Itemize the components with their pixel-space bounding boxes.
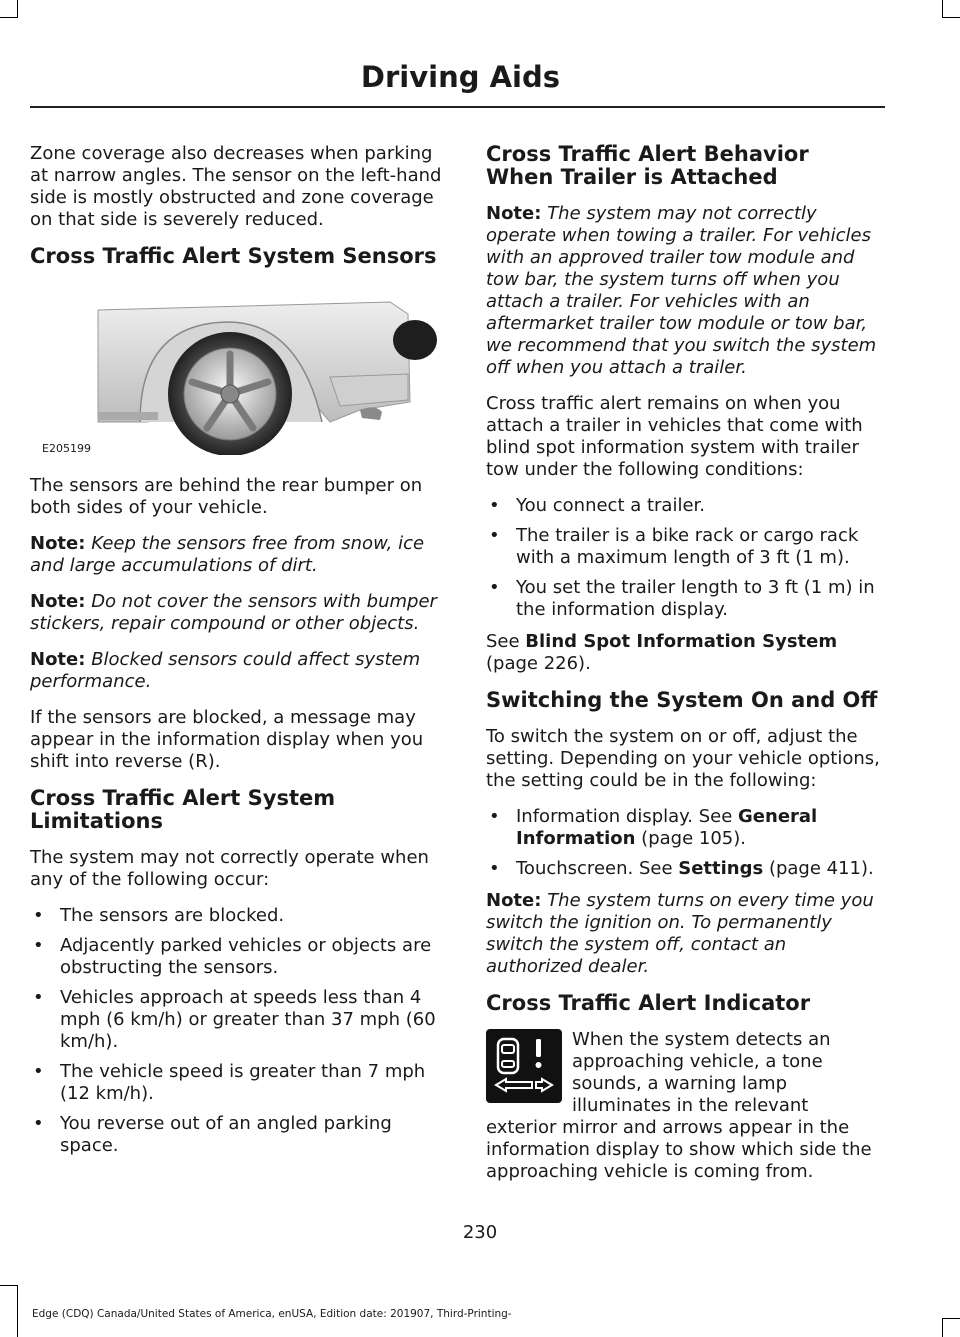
list-item: • The trailer is a bike rack or cargo rack with a maximum length of 3 ft (1 m). [486, 525, 882, 569]
crop-mark [0, 17, 18, 18]
cross-traffic-alert-icon [486, 1029, 562, 1103]
indicator-section [486, 1029, 882, 1197]
note-text: Do not cover the sensors with bumper stickers, repair compound or other objects. [30, 591, 437, 634]
cross-reference-link[interactable]: General Information [516, 806, 818, 849]
switch-locations-list [486, 806, 882, 880]
note-label: Note: [30, 591, 86, 612]
list-item: • Adjacently parked vehicles or objects are obstructing the sensors. [30, 935, 445, 979]
note-label: Note: [30, 649, 86, 670]
list-item: • The sensors are blocked. [30, 905, 445, 927]
note-text: The system may not correctly operate when towing a trailer. For vehicles with an approved trailer tow module and tow bar, the system turns off when you attach a trailer. For vehicles with an aftermarket trailer tow module or tow bar, we recommend that you switch the system off when you attach a trailer. [486, 203, 877, 378]
page-number: 230 [462, 1222, 498, 1243]
note [30, 591, 445, 635]
section-title: Driving Aids [360, 60, 560, 94]
crop-mark [942, 1318, 943, 1337]
left-column [30, 143, 445, 1167]
header-rule [30, 106, 885, 108]
paragraph: If the sensors are blocked, a message may appear in the information display when you shift into reverse (R). [30, 707, 424, 772]
cross-reference-link[interactable]: Settings [678, 858, 764, 879]
note [486, 890, 882, 978]
crop-mark [942, 1318, 960, 1319]
paragraph: Zone coverage also decreases when parking at narrow angles. The sensor on the left-hand side is mostly obstructed and zone coverage on that side is severely reduced. [30, 143, 442, 230]
crop-mark [942, 17, 960, 18]
list-item: • You reverse out of an angled parking space. [30, 1113, 445, 1157]
paragraph: The system may not correctly operate when any of the following occur: [30, 847, 429, 890]
crop-mark [17, 1285, 18, 1337]
paragraph: To switch the system on or off, adjust the setting. Depending on your vehicle options, the setting could be in the following: [486, 726, 880, 791]
note-label: Note: [30, 533, 86, 554]
rear-wheel-figure [30, 282, 445, 455]
list-item: • Information display. See General Information (page 105). [486, 806, 882, 850]
paragraph: Cross traffic alert remains on when you attach a trailer in vehicles that come with blind spot information system with trailer tow under the following conditions: [486, 393, 863, 480]
list-item: • Touchscreen. See Settings (page 411). [486, 858, 882, 880]
heading-switch: Switching the System On and Off [486, 688, 878, 712]
note-label: Note: [486, 890, 542, 911]
heading-sensors: Cross Traffic Alert System Sensors [30, 244, 437, 268]
heading-limitations: Cross Traffic Alert System Limitations [30, 786, 336, 833]
limitations-list [30, 905, 445, 1157]
note-label: Note: [486, 203, 542, 224]
list-item: • You connect a trailer. [486, 495, 882, 517]
list-item: • The vehicle speed is greater than 7 mph (12 km/h). [30, 1061, 445, 1105]
edition-footer: Edge (CDQ) Canada/United States of America, enUSA, Edition date: 201907, Third-Printing- [32, 1308, 512, 1320]
note [30, 649, 445, 693]
note [30, 533, 445, 577]
paragraph: The sensors are behind the rear bumper on both sides of your vehicle. [30, 475, 423, 518]
rear-bumper-illustration [30, 282, 445, 455]
note [486, 203, 882, 379]
crop-mark [942, 0, 943, 18]
note-text: Blocked sensors could affect system performance. [30, 649, 421, 692]
paragraph: When the system detects an approaching vehicle, a tone sounds, a warning lamp illuminates in the relevant exterior mirror and arrows appear in the information display to show which side the approaching vehicle is coming from. [486, 1029, 872, 1182]
heading-indicator: Cross Traffic Alert Indicator [486, 991, 811, 1015]
right-column [486, 143, 882, 1197]
trailer-conditions-list [486, 495, 882, 621]
figure-caption: E205199 [42, 442, 91, 455]
crop-mark [17, 0, 18, 18]
heading-trailer: Cross Traffic Alert Behavior When Trailer is Attached [486, 142, 809, 189]
list-item: • Vehicles approach at speeds less than 4 mph (6 km/h) or greater than 37 mph (60 km/h). [30, 987, 445, 1053]
cross-reference: See Blind Spot Information System (page 226). [486, 631, 838, 674]
crop-mark [0, 1285, 18, 1286]
note-text: Keep the sensors free from snow, ice and large accumulations of dirt. [30, 533, 425, 576]
cross-reference-link[interactable]: Blind Spot Information System [525, 631, 838, 652]
list-item: • You set the trailer length to 3 ft (1 m) in the information display. [486, 577, 882, 621]
note-text: The system turns on every time you switch the ignition on. To permanently switch the system off, contact an authorized dealer. [486, 890, 874, 977]
